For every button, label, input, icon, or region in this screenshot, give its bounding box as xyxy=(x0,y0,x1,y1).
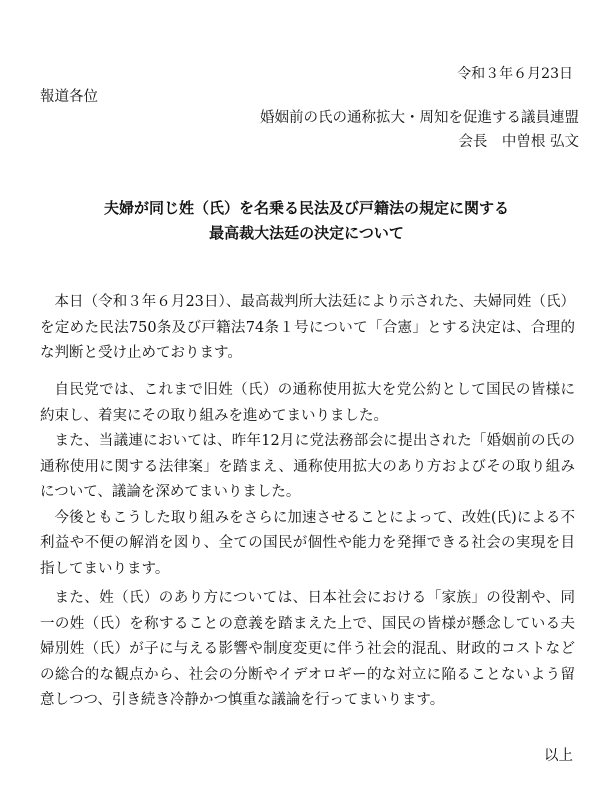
document-title-line-2: 最高裁大法廷の決定について xyxy=(209,224,404,242)
document-date: 令和３年６月23日 xyxy=(457,66,573,82)
organization-name: 婚姻前の氏の通称拡大・周知を促進する議員連盟 xyxy=(260,110,579,126)
recipient-line: 報道各位 xyxy=(40,89,98,105)
closing-mark: 以上 xyxy=(544,748,573,764)
body-paragraph-1: 本日（令和３年６月23日）、最高裁判所大法廷により示された、夫婦同姓（氏）を定めた民法750条及び戸籍法74条１号について「合憲」とする決定は、合理的な判断と受け止めております。 xyxy=(40,294,575,361)
body-paragraph-3: また、当議連においては、昨年12月に党法務部会に提出された「婚姻前の氏の通称使用に関する法律案」を踏まえ、通称使用拡大のあり方およびその取り組みについて、議論を深めてまいりました。 xyxy=(40,433,575,500)
president-name: 会長 中曽根 弘文 xyxy=(458,134,579,150)
body-section-3 xyxy=(40,586,575,714)
body-section-2 xyxy=(40,378,575,582)
body-paragraph-4: 今後ともこうした取り組みをさらに加速させることによって、改姓(氏)による不利益や不便の解消を図り、全ての国民が個性や能力を発揮できる社会の実現を目指してまいります。 xyxy=(40,509,575,577)
body-paragraph-5: また、姓（氏）のあり方については、日本社会における「家族」の役割や、同一の姓（氏）を称することの意義を踏まえた上で、国民の皆様が懸念している夫婦別姓（氏）が子に与える影響や制度変更に伴う社会的混乱、財政的コストなどの総合的な観点から、社会の分断やイデオロギー的な対立に陥ることないよう留意しつつ、引き続き冷静かつ慎重な議論を行ってまいります。 xyxy=(40,590,575,708)
body-paragraph-2: 自民党では、これまで旧姓（氏）の通称使用拡大を党公約として国民の皆様に約束し、着実にその取り組みを進めてまいりました。 xyxy=(40,382,575,424)
body-section-1 xyxy=(40,290,575,367)
document-title-line-1: 夫婦が同じ姓（氏）を名乗る民法及び戸籍法の規定に関する xyxy=(103,199,509,217)
